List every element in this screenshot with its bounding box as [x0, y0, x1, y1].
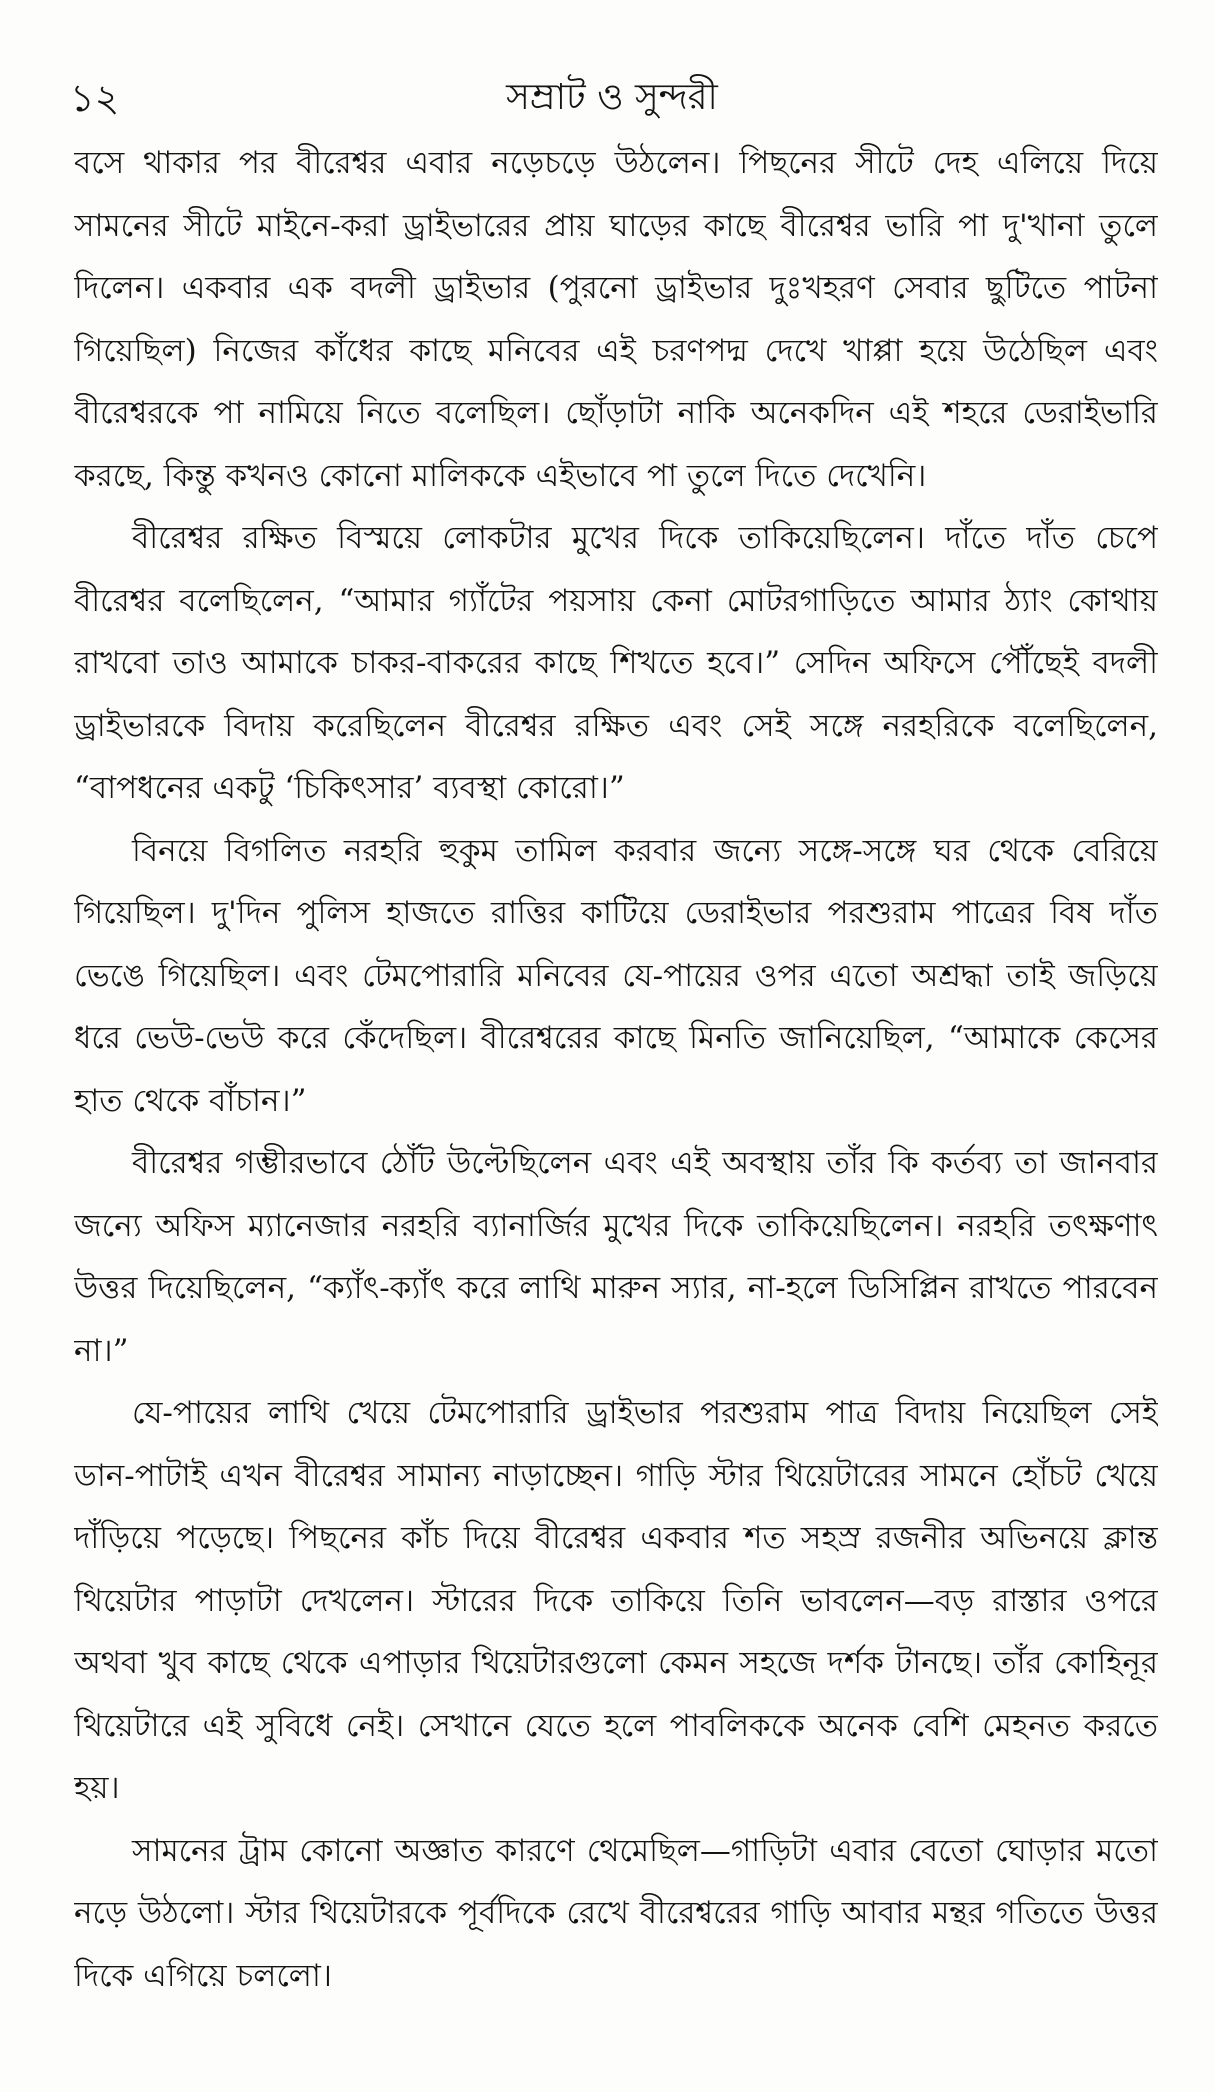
body-text [74, 132, 1158, 2032]
paragraph: বীরেশ্বর গম্ভীরভাবে ঠোঁট উল্টেছিলেন এবং এই অবস্থায় তাঁর কি কর্তব্য তা জানবার জন্যে অফিস ম্যানেজার নরহরি ব্যানার্জির মুখের দিকে তাকিয়েছিলেন। নরহরি তৎক্ষণাৎ উত্তর দিয়েছিলেন, “ক্যাঁৎ-ক্যাঁৎ করে লাথি মারুন স্যার, না-হলে ডিসিপ্লিন রাখতে পারবেন না।” [74, 1145, 1158, 1369]
running-title: সম্রাট ও সুন্দরী [506, 77, 718, 118]
paragraph: বীরেশ্বর রক্ষিত বিস্ময়ে লোকটার মুখের দিকে তাকিয়েছিলেন। দাঁতে দাঁত চেপে বীরেশ্বর বলেছিলেন, “আমার গ্যাঁটের পয়সায় কেনা মোটরগাড়িতে আমার ঠ্যাং কোথায় রাখবো তাও আমাকে চাকর-বাকরের কাছে শিখতে হবে।” সেদিন অফিসে পৌঁছেই বদলী ড্রাইভারকে বিদায় করেছিলেন বীরেশ্বর রক্ষিত এবং সেই সঙ্গে নরহরিকে বলেছিলেন, “বাপধনের একটু ‘চিকিৎসার’ ব্যবস্থা কোরো।” [74, 520, 1158, 806]
page-header [62, 72, 1162, 124]
paragraph: সামনের ট্রাম কোনো অজ্ঞাত কারণে থেমেছিল—গাড়িটা এবার বেতো ঘোড়ার মতো নড়ে উঠলো। স্টার থিয়েটারকে পূর্বদিকে রেখে বীরেশ্বরের গাড়ি আবার মন্থর গতিতে উত্তর দিকে এগিয়ে চললো। [74, 1832, 1158, 1994]
paragraph: বসে থাকার পর বীরেশ্বর এবার নড়েচড়ে উঠলেন। পিছনের সীটে দেহ এলিয়ে দিয়ে সামনের সীটে মাইনে-করা ড্রাইভারের প্রায় ঘাড়ের কাছে বীরেশ্বর ভারি পা দু'খানা তুলে দিলেন। একবার এক বদলী ড্রাইভার (পুরনো ড্রাইভার দুঃখহরণ সেবার ছুটিতে পাটনা গিয়েছিল) নিজের কাঁধের কাছে মনিবের এই চরণপদ্ম দেখে খাপ্পা হয়ে উঠেছিল এবং বীরেশ্বরকে পা নামিয়ে নিতে বলেছিল। ছোঁড়াটা নাকি অনেকদিন এই শহরে ডেরাইভারি করছে, কিন্তু কখনও কোনো মালিককে এইভাবে পা তুলে দিতে দেখেনি। [74, 145, 1158, 494]
paragraph: যে-পায়ের লাথি খেয়ে টেমপোরারি ড্রাইভার পরশুরাম পাত্র বিদায় নিয়েছিল সেই ডান-পাটাই এখন বীরেশ্বর সামান্য নাড়াচ্ছেন। গাড়ি স্টার থিয়েটারের সামনে হোঁচট খেয়ে দাঁড়িয়ে পড়েছে। পিছনের কাঁচ দিয়ে বীরেশ্বর একবার শত সহস্র রজনীর অভিনয়ে ক্লান্ত থিয়েটার পাড়াটা দেখলেন। স্টারের দিকে তাকিয়ে তিনি ভাবলেন—বড় রাস্তার ওপরে অথবা খুব কাছে থেকে এপাড়ার থিয়েটারগুলো কেমন সহজে দর্শক টানছে। তাঁর কোহিনূর থিয়েটারে এই সুবিধে নেই। সেখানে যেতে হলে পাবলিককে অনেক বেশি মেহনত করতে হয়। [74, 1395, 1158, 1806]
paragraph: বিনয়ে বিগলিত নরহরি হুকুম তামিল করবার জন্যে সঙ্গে-সঙ্গে ঘর থেকে বেরিয়ে গিয়েছিল। দু'দিন পুলিস হাজতে রাত্তির কাটিয়ে ডেরাইভার পরশুরাম পাত্রের বিষ দাঁত ভেঙে গিয়েছিল। এবং টেমপোরারি মনিবের যে-পায়ের ওপর এতো অশ্রদ্ধা তাই জড়িয়ে ধরে ভেউ-ভেউ করে কেঁদেছিল। বীরেশ্বরের কাছে মিনতি জানিয়েছিল, “আমাকে কেসের হাত থেকে বাঁচান।” [74, 832, 1158, 1119]
page-number: ১২ [70, 76, 120, 120]
